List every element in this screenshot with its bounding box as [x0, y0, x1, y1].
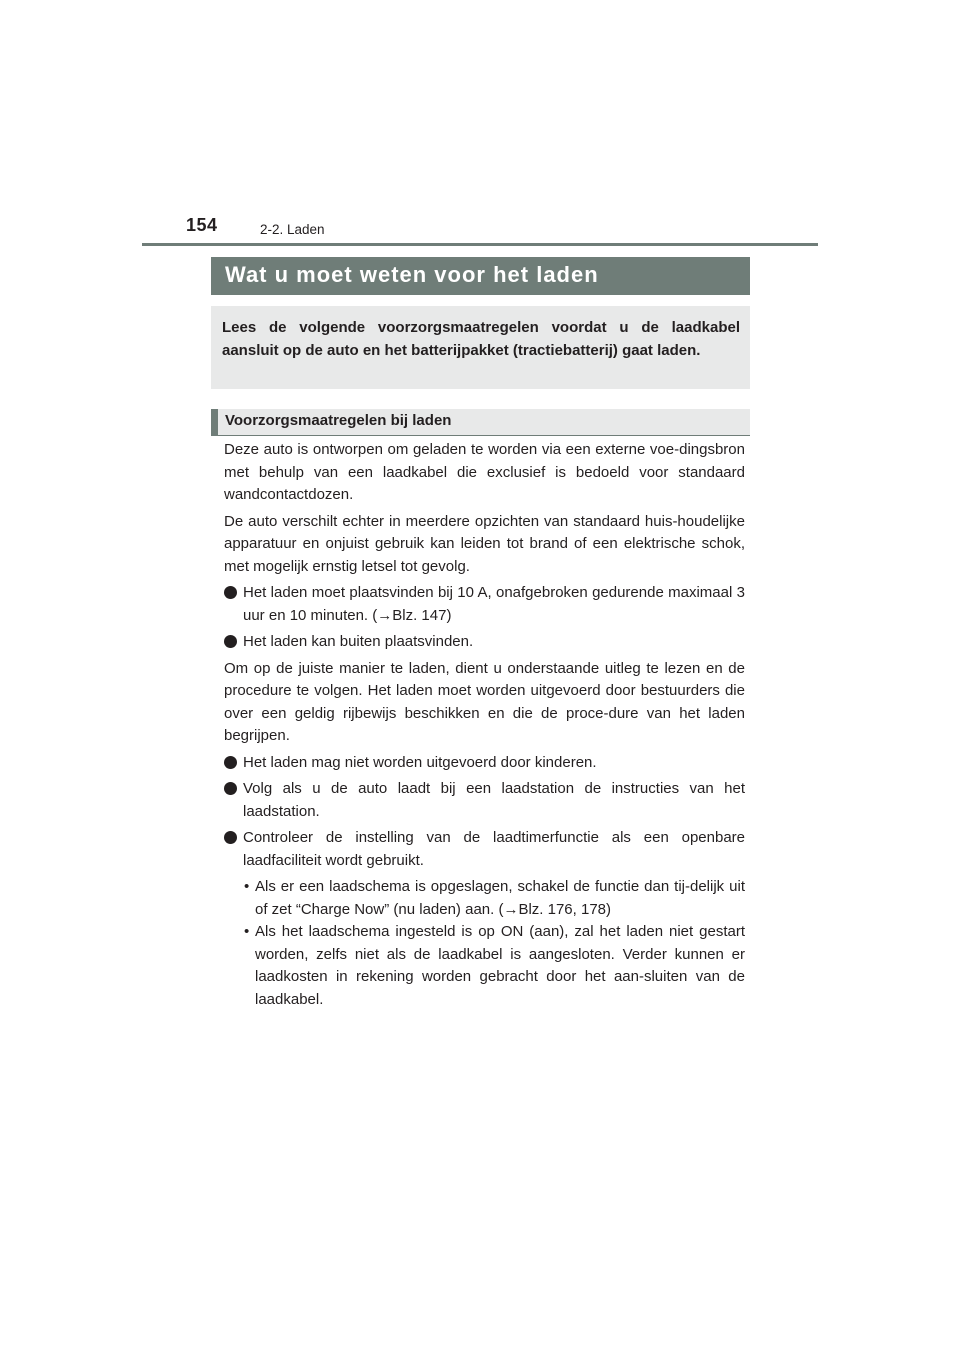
bullet-text: Volg als u de auto laadt bij een laadstation de instructies van het laadstation.	[243, 780, 745, 820]
sub-item-text: Als er een laadschema is opgeslagen, schakel de functie dan tij-delijk uit of zet “Charge Now” (nu laden) aan. (→Blz. 176, 178)	[255, 878, 745, 918]
breadcrumb: 2-2. Laden	[260, 222, 325, 237]
bullet-dot-icon	[224, 586, 237, 599]
bullet-item	[224, 631, 745, 654]
header-rule	[142, 243, 818, 246]
section-title: Wat u moet weten voor het laden	[211, 257, 750, 295]
bullet-dot-icon	[224, 635, 237, 648]
page-number: 154	[186, 215, 218, 235]
sub-bullet-marker: •	[244, 923, 250, 940]
intro-box: Lees de volgende voorzorgsmaatregelen voordat u de laadkabel aansluit op de auto en het batterijpakket (tractiebatterij) gaat laden.	[211, 306, 750, 389]
bullet-item	[224, 752, 745, 775]
paragraph: De auto verschilt echter in meerdere opzichten van standaard huis-houdelijke apparatuur en onjuist gebruik kan leiden tot brand of een elektrische schok, met mogelijk ernstig letsel tot gevolg.	[224, 512, 745, 575]
body-text	[224, 439, 745, 1011]
bullet-text: Het laden kan buiten plaatsvinden.	[243, 633, 474, 650]
bullet-item	[224, 778, 745, 823]
bullet-text: Het laden moet plaatsvinden bij 10 A, onafgebroken gedurende maximaal 3 uur en 10 minuten. (→Blz. 147)	[243, 584, 745, 624]
sub-item-text: Als het laadschema ingesteld is op ON (aan), zal het laden niet gestart worden, zelfs niet als de laadkabel is aangesloten. Verder kunnen er laadkosten in rekening worden gebracht door het aan-sluiten van de laadkabel.	[255, 923, 745, 1008]
sub-item	[224, 921, 745, 1011]
bullet-dot-icon	[224, 782, 237, 795]
sub-bullet-marker: •	[244, 878, 250, 895]
bullet-dot-icon	[224, 831, 237, 844]
sub-item	[224, 876, 745, 921]
bullet-dot-icon	[224, 756, 237, 769]
bullet-text: Het laden mag niet worden uitgevoerd door kinderen.	[243, 753, 597, 771]
subsection-heading: Voorzorgsmaatregelen bij laden	[211, 409, 750, 436]
bullet-item	[224, 582, 745, 627]
paragraph: Om op de juiste manier te laden, dient u onderstaande uitleg te lezen en de procedure te volgen. Het laden moet worden uitgevoerd door bestuurders die over een geldig rijbewijs beschikken en die de proce-dure van het laden begrijpen.	[224, 659, 745, 744]
bullet-text: Controleer de instelling van de laadtimerfunctie als een openbare laadfaciliteit wordt gebruikt.	[243, 829, 745, 869]
bullet-item	[224, 827, 745, 872]
paragraph: Deze auto is ontworpen om geladen te worden via een externe voe-dingsbron met behulp van een laadkabel die exclusief is bedoeld voor standaard wandcontactdozen.	[224, 441, 745, 503]
